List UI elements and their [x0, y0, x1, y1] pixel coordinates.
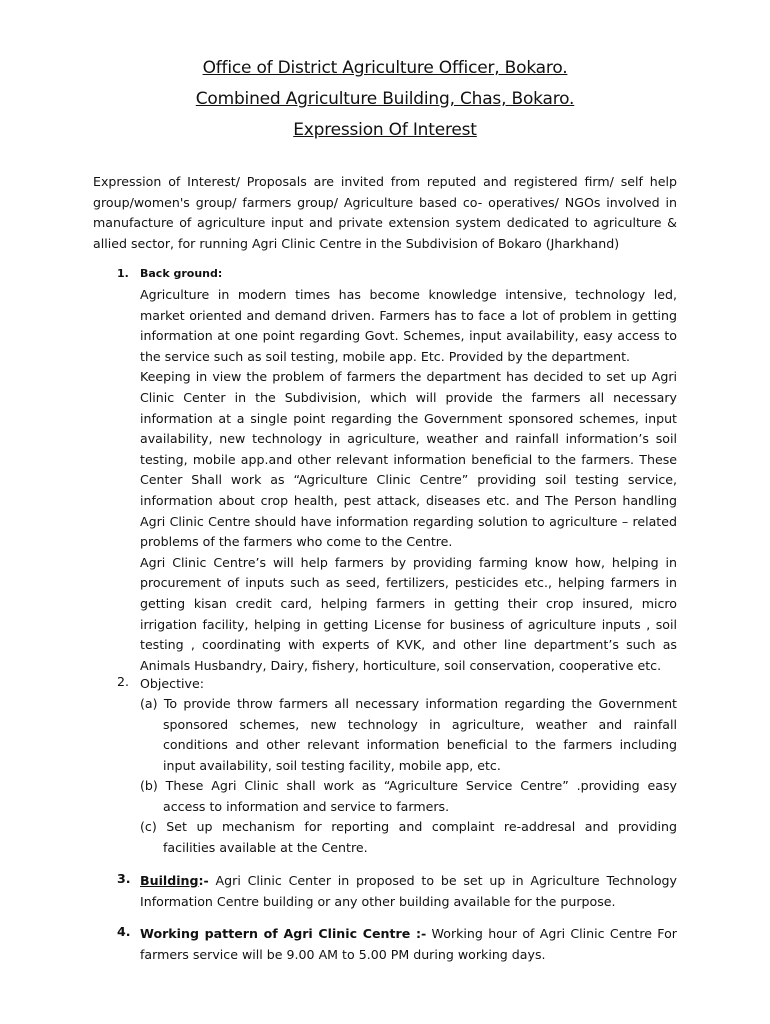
section-2-number: 2. [117, 674, 130, 689]
section-4-body [140, 924, 677, 965]
working-title: Working pattern of Agri Clinic Centre :- [140, 926, 427, 941]
background-paragraph-2: Keeping in view the problem of farmers the department has decided to set up Agri Clinic Center in the Subdivision, which will provide the farmers all necessary information at a single point regarding the Government sponsored schemes, input availability, new technology in agriculture, weather and rainfall information’s soil testing, mobile app.and other relevant information beneficial to the farmers. These Center Shall work as “Agriculture Clinic Centre” providing soil testing service, information about crop health, pest attack, diseases etc. and The Person handling Agri Clinic Centre should have information regarding solution to agriculture – related problems of the farmers who come to the Centre. [140, 369, 677, 550]
working-text: Working hour of Agri Clinic Centre For farmers service will be 9.00 AM to 5.00 PM during working days. [140, 926, 677, 962]
objective-item-a: (a) To provide throw farmers all necessary information regarding the Government sponsored schemes, new technology in agriculture, weather and rainfall conditions and other relevant information beneficial to the farmers including input availability, soil testing facility, mobile app, etc. [140, 696, 677, 773]
objective-item-b: (b) These Agri Clinic shall work as “Agriculture Service Centre” .providing easy access to information and service to farmers. [140, 778, 677, 814]
objective-item-c: (c) Set up mechanism for reporting and complaint re-addresal and providing facilities available at the Centre. [140, 819, 677, 855]
office-heading: Office of District Agriculture Officer, Bokaro. [202, 58, 568, 78]
section-3-body [140, 871, 677, 912]
building-separator: :- [198, 873, 209, 888]
address-heading: Combined Agriculture Building, Chas, Bokaro. [195, 89, 575, 109]
building-text: Agri Clinic Center in proposed to be set up in Agriculture Technology Information Centre building or any other building available for the purpose. [140, 873, 677, 909]
intro-paragraph: Expression of Interest/ Proposals are invited from reputed and registered firm/ self help group/women's group/ farmers group/ Agriculture based co- operatives/ NGOs involved in manufacture of agriculture input and private extension system dedicated to agriculture & allied sector, for running Agri Clinic Centre in the Subdivision of Bokaro (Jharkhand) [93, 174, 677, 251]
section-1-body [140, 285, 677, 676]
building-title: Building [140, 873, 199, 888]
section-1-number: 1. [117, 267, 129, 280]
section-2-title: Objective: [140, 676, 204, 691]
document-title: Expression Of Interest [293, 120, 477, 140]
background-paragraph-3: Agri Clinic Centre’s will help farmers by providing farming know how, helping in procurement of inputs such as seed, fertilizers, pesticides etc., helping farmers in getting kisan credit card, helping farmers in getting their crop insured, micro irrigation facility, helping in getting License for business of agriculture inputs , soil testing , coordinating with experts of KVK, and other line department’s such as Animals Husbandry, Dairy, fishery, horticulture, soil conservation, cooperative etc. [140, 554, 677, 673]
section-1-title: Back ground: [140, 267, 223, 280]
background-paragraph-1: Agriculture in modern times has become knowledge intensive, technology led, market oriented and demand driven. Farmers has to face a lot of problem in getting information at one point regarding Govt. Schemes, input availability, easy access to the service such as soil testing, mobile app. Etc. Provided by the department. [140, 287, 677, 364]
section-3-number: 3. [117, 871, 131, 886]
section-4-number: 4. [117, 924, 131, 939]
